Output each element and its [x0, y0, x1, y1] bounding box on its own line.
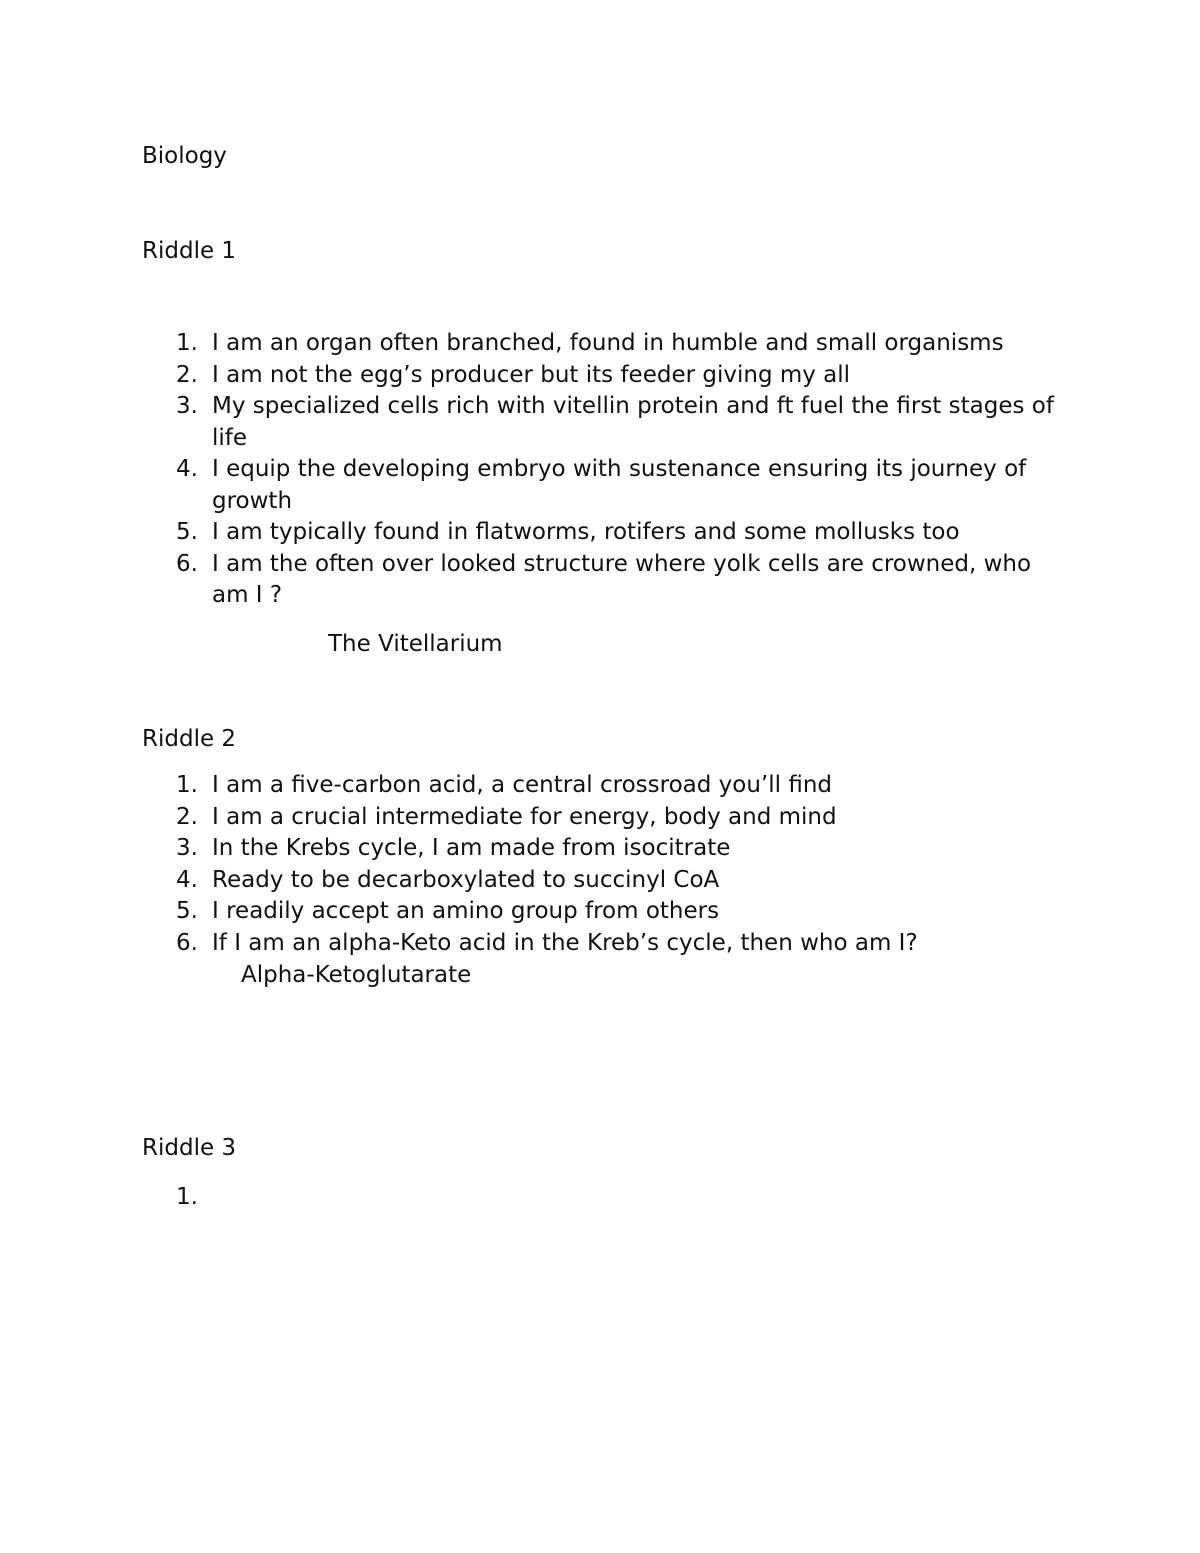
riddle-2-list — [0, 770, 1062, 959]
riddle-3-heading: Riddle 3 — [142, 1135, 237, 1161]
list-text: I am an organ often branched, found in humble and small organisms — [212, 330, 1004, 356]
list-number: 3. — [176, 393, 198, 419]
list-text: I readily accept an amino group from others — [212, 898, 720, 924]
riddle-1-heading: Riddle 1 — [142, 238, 237, 264]
list-item — [0, 802, 1062, 834]
list-item — [0, 517, 1062, 549]
list-text: My specialized cells rich with vitellin protein and ft fuel the first stages of life — [212, 393, 1054, 451]
list-item — [0, 328, 1062, 360]
list-number: 2. — [176, 361, 198, 388]
list-text: I am typically found in flatworms, rotifers and some mollusks too — [212, 519, 960, 545]
list-number: 5. — [176, 519, 198, 545]
list-text: I am a crucial intermediate for energy, body and mind — [212, 803, 837, 830]
list-number: 2. — [176, 803, 198, 830]
list-text: I am the often over looked structure where yolk cells are crowned, who am I ? — [212, 550, 1032, 608]
list-item — [0, 896, 1062, 928]
list-item — [0, 454, 1062, 517]
list-item — [0, 833, 1062, 865]
document-title: Biology — [142, 143, 227, 169]
list-item — [0, 360, 1062, 392]
list-text: If I am an alpha-Keto acid in the Kreb’s cycle, then who am I? — [212, 929, 918, 956]
list-number: 4. — [176, 456, 198, 482]
list-number: 5. — [176, 898, 198, 924]
list-number: 6. — [176, 550, 198, 577]
list-number: 1. — [176, 772, 198, 798]
list-number: 1. — [176, 1184, 198, 1210]
riddle-2-heading: Riddle 2 — [142, 726, 237, 752]
list-number: 4. — [176, 866, 198, 893]
list-number: 6. — [176, 929, 198, 956]
list-item — [0, 865, 1062, 897]
list-number: 3. — [176, 835, 198, 861]
riddle-1-list — [0, 328, 1062, 612]
list-text: I am not the egg’s producer but its feeder giving my all — [212, 361, 851, 388]
riddle-2-answer: Alpha-Ketoglutarate — [241, 962, 472, 988]
list-item — [0, 928, 1062, 960]
list-number: 1. — [176, 330, 198, 356]
list-item — [0, 391, 1062, 454]
list-text: Ready to be decarboxylated to succinyl CoA — [212, 866, 720, 893]
list-item — [0, 549, 1062, 612]
list-text: In the Krebs cycle, I am made from isocitrate — [212, 835, 731, 861]
list-item — [0, 770, 1062, 802]
list-text: I equip the developing embryo with sustenance ensuring its journey of growth — [212, 456, 1027, 514]
list-text: I am a five-carbon acid, a central crossroad you’ll find — [212, 772, 833, 798]
riddle-1-answer: The Vitellarium — [328, 631, 503, 657]
